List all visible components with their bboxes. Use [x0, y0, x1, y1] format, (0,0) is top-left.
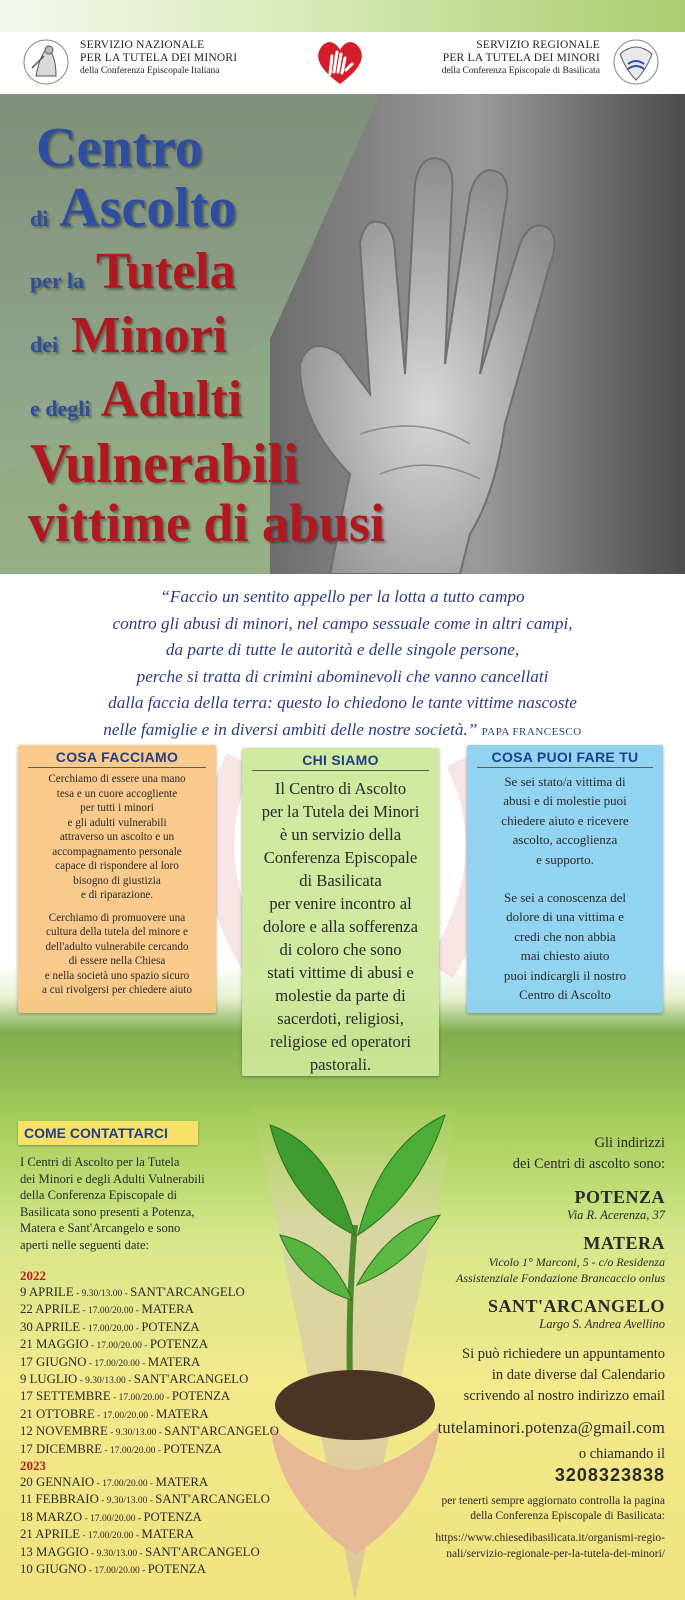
date-place: MATERA: [155, 1475, 209, 1489]
hero-word-ascolto: Ascolto: [59, 177, 237, 239]
date-day: 12 NOVEMBRE: [20, 1424, 108, 1439]
text-line: capace di rispondere al loro: [55, 860, 179, 872]
date-row: [20, 1423, 279, 1442]
text-line: scrivendo al nostro indirizzo email: [463, 1388, 665, 1404]
date-day: 22 APRILE: [20, 1302, 81, 1317]
text-line: Cerchiamo di promuovere una: [48, 911, 186, 924]
date-time: - 17.00/20.00 -: [80, 1306, 142, 1317]
quote-line: contro gli abusi di minori, nel campo sessuale come in altri campi,: [112, 613, 573, 633]
date-time: - 17.00/20.00 -: [86, 1566, 148, 1576]
chi-siamo-box: [242, 748, 439, 1076]
pope-quote: [20, 584, 665, 745]
quote-line: da parte di tutte le autorità e delle singole persone,: [165, 640, 520, 659]
text-line: dolore di una vittima e: [506, 909, 624, 925]
cosa-puoi-fare-box: [467, 745, 663, 1013]
date-row: [20, 1336, 208, 1355]
heart-hands-icon: [312, 36, 368, 88]
national-service-logo: [22, 36, 70, 88]
hero-word-di: di: [30, 206, 49, 231]
date-time: - 9.30/13.00 -: [107, 1428, 165, 1439]
text-line: in date diverse dal Calendario: [491, 1367, 665, 1383]
quote-line: “Faccio un sentito appello per la lotta a tutto campo: [160, 587, 525, 606]
text-line: bisogno di giustizia: [73, 874, 161, 887]
title-divider: [28, 767, 206, 768]
text-line: Cerchiamo di essere una mano: [48, 773, 186, 785]
text-line: Il Centro di Ascolto: [274, 779, 407, 798]
text-line: attraverso un ascolto e un: [59, 831, 175, 843]
text-line: di Basilicata: [299, 871, 382, 890]
text-line: abusi e di molestie puoi: [503, 793, 627, 809]
text-line: pastorali.: [309, 1055, 372, 1074]
potenza-address: Via R. Acerenza, 37: [566, 1208, 665, 1222]
text-line: Basilicata sono presenti a Potenza,: [20, 1204, 195, 1219]
date-row: [20, 1406, 209, 1425]
quote-author: PAPA FRANCESCO: [481, 725, 582, 738]
date-row: [20, 1544, 260, 1563]
date-place: POTENZA: [163, 1441, 222, 1456]
hero-word-vulnerabili: Vulnerabili: [30, 433, 299, 495]
text-line: nali/servizio-regionale-per-la-tutela-dei-minori/: [446, 1548, 665, 1560]
text-line: di essere nella Chiesa: [68, 955, 166, 967]
update-note: [345, 1494, 665, 1524]
website-link[interactable]: [345, 1530, 665, 1562]
text-line: Assistenziale Fondazione Brancaccio onlus: [456, 1271, 665, 1285]
text-line: per tenerti sempre aggiornato controlla la pagina: [441, 1495, 665, 1507]
text-line: cultura della tutela del minore e: [46, 926, 188, 938]
text-line: Se sei a conoscenza del: [503, 890, 626, 906]
title-divider: [477, 767, 653, 768]
national-line3: della Conferenza Episcopale Italiana: [80, 66, 220, 76]
santarcangelo-address: Largo S. Andrea Avellino: [539, 1317, 665, 1331]
date-row: [20, 1441, 222, 1460]
date-day: 10 GIUGNO: [20, 1562, 87, 1576]
date-place: SANT'ARCANGELO: [164, 1424, 279, 1439]
hero-line-ascolto: [30, 176, 237, 240]
regional-line3: della Conferenza Episcopale di Basilicata: [441, 66, 600, 76]
contact-title: COME CONTATTARCI: [24, 1125, 168, 1141]
national-service-name: [80, 39, 280, 78]
regional-service-logo: [610, 36, 662, 88]
date-time: - 9.30/13.00 -: [88, 1548, 146, 1559]
quote-line-last: nelle famiglie e in diversi ambiti delle nostre società.”: [103, 719, 478, 739]
date-place: POTENZA: [143, 1509, 202, 1524]
hero-word-centro: Centro: [36, 117, 203, 179]
text-line: mai chiesto aiuto: [520, 948, 610, 964]
quote-line: dalla faccia della terra: questo lo chiedono le tante vittime nascoste: [108, 693, 577, 712]
text-line: molestie da parte di: [275, 986, 406, 1005]
text-line: ascolto, accoglienza: [512, 832, 618, 848]
city-potenza: POTENZA: [574, 1187, 665, 1207]
hero-word-e-degli: e degli: [30, 396, 91, 421]
text-line: dei Centri di ascolto sono:: [512, 1156, 665, 1172]
title-divider: [252, 770, 429, 771]
date-row: [20, 1319, 200, 1338]
cosa-puoi-paragraph-1: [467, 772, 663, 869]
cosa-facciamo-box: [18, 745, 216, 1013]
contact-section-header: [18, 1121, 198, 1145]
text-line: https://www.chiesedibasilicata.it/organismi-regio-: [435, 1532, 665, 1544]
cosa-puoi-paragraph-2: [467, 888, 663, 1004]
date-day: 17 DICEMBRE: [20, 1441, 103, 1456]
text-line: e nella società uno spazio sicuro: [44, 969, 190, 982]
hero-word-adulti: Adulti: [100, 371, 243, 428]
text-line: Conferenza Episcopale: [263, 848, 418, 867]
date-place: MATERA: [156, 1406, 209, 1421]
date-time: - 17.00/20.00 -: [94, 1410, 156, 1421]
hero-word-minori: Minori: [71, 307, 228, 364]
date-day: 21 MAGGIO: [20, 1337, 89, 1352]
date-time: - 17.00/20.00 -: [94, 1479, 156, 1489]
date-place: POTENZA: [171, 1389, 231, 1404]
chi-siamo-text: [242, 777, 439, 1076]
date-day: 21 OTTOBRE: [20, 1406, 95, 1421]
date-day: 17 SETTEMBRE: [20, 1389, 111, 1404]
addresses-column: [345, 1133, 665, 1562]
date-time: - 17.00/20.00 -: [102, 1445, 164, 1456]
regional-line1: SERVIZIO REGIONALE: [476, 39, 600, 51]
date-row: [20, 1561, 206, 1580]
text-line: e di riparazione.: [80, 889, 154, 901]
text-line: Gli indirizzi: [594, 1135, 665, 1151]
date-day: 18 MARZO: [20, 1509, 83, 1524]
date-time: - 9.30/13.00 -: [77, 1376, 134, 1386]
text-line: credi che non abbia: [514, 928, 616, 944]
date-time: - 9.30/13.00 -: [73, 1289, 131, 1299]
appointment-note: [345, 1344, 665, 1407]
date-day: 11 FEBBRAIO: [20, 1492, 99, 1507]
cosa-facciamo-paragraph-2: [18, 911, 216, 998]
text-line: Se sei stato/a vittima di: [504, 774, 626, 789]
text-line: della Conferenza Episcopale di Basilicata:: [470, 1510, 665, 1522]
date-row: [20, 1509, 202, 1528]
date-place: SANT'ARCANGELO: [145, 1544, 260, 1559]
date-day: 13 MAGGIO: [20, 1544, 89, 1559]
text-line: di coloro che sono: [279, 940, 402, 959]
top-decoration-bar: [0, 0, 685, 32]
hero-word-tutela: Tutela: [96, 243, 236, 300]
hero-word-per-la: per la: [30, 268, 84, 293]
date-place: MATERA: [141, 1527, 194, 1542]
date-day: 30 APRILE: [20, 1319, 81, 1334]
date-row: [20, 1491, 270, 1510]
date-row: [20, 1474, 208, 1493]
text-line: a cui rivolgersi per chiedere aiuto: [41, 984, 193, 996]
cosa-facciamo-title: COSA FACCIAMO: [55, 749, 179, 765]
date-place: SANT'ARCANGELO: [133, 1372, 249, 1386]
email-link[interactable]: tutelaminori.potenza@gmail.com: [437, 1418, 665, 1437]
date-place: POTENZA: [149, 1337, 209, 1352]
date-row: [20, 1301, 194, 1320]
text-line: aperti nelle seguenti date:: [20, 1237, 150, 1252]
text-line: Matera e Sant'Arcangelo e sono: [20, 1221, 181, 1236]
cosa-facciamo-paragraph-1: [18, 772, 216, 903]
text-line: dell'adulto vulnerabile cercando: [45, 940, 189, 953]
date-place: SANT'ARCANGELO: [130, 1285, 245, 1299]
date-day: 9 LUGLIO: [20, 1372, 78, 1386]
date-time: - 17.00/20.00 -: [80, 1531, 142, 1542]
text-line: tesa e un cuore accogliente: [56, 787, 178, 800]
text-line: è un servizio della: [279, 825, 402, 844]
text-line: I Centri di Ascolto per la Tutela: [20, 1155, 180, 1169]
date-time: - 17.00/20.00 -: [88, 1341, 150, 1352]
text-line: Centro di Ascolto: [519, 987, 611, 1003]
text-line: stati vittime di abusi e: [267, 963, 414, 982]
date-place: SANT'ARCANGELO: [155, 1492, 270, 1507]
hero-word-vittime: vittime di abusi: [28, 493, 386, 553]
text-line: Si può richiedere un appuntamento: [462, 1346, 665, 1362]
chi-siamo-title: CHI SIAMO: [302, 752, 379, 768]
hero-line-tutela: [30, 242, 236, 301]
date-day: 17 GIUGNO: [20, 1354, 87, 1369]
text-line: per la Tutela dei Minori: [261, 802, 420, 821]
text-line: chiedere aiuto e ricevere: [501, 812, 629, 828]
date-time: - 17.00/20.00 -: [110, 1393, 172, 1404]
national-line1: SERVIZIO NAZIONALE: [80, 39, 205, 51]
date-row: [20, 1284, 245, 1303]
text-line: della Conferenza Episcopale di: [20, 1188, 178, 1203]
regional-line2: PER LA TUTELA DEI MINORI: [442, 52, 600, 64]
header: [0, 32, 685, 94]
hero-word-dei: dei: [30, 332, 59, 357]
city-matera: MATERA: [583, 1233, 665, 1253]
national-line2: PER LA TUTELA DEI MINORI: [80, 52, 238, 64]
date-row: [20, 1354, 200, 1373]
date-place: POTENZA: [147, 1562, 206, 1576]
text-line: sacerdoti, religiosi,: [277, 1009, 404, 1028]
date-time: - 17.00/20.00 -: [80, 1323, 142, 1334]
date-time: - 9.30/13.00 -: [98, 1496, 156, 1507]
date-place: MATERA: [141, 1302, 194, 1317]
text-line: puoi indicargli il nostro: [503, 967, 627, 983]
addresses-intro: [345, 1133, 665, 1175]
text-line: per venire incontro al: [269, 894, 412, 913]
text-line: Vicolo 1° Marconi, 5 - c/o Residenza: [488, 1255, 665, 1269]
date-day: 21 APRILE: [20, 1527, 81, 1542]
date-row: [20, 1388, 230, 1407]
quote-line: perche si tratta di crimini abominevoli che vanno cancellati: [136, 666, 549, 686]
text-line: accompagnamento personale: [52, 845, 182, 858]
phone-number[interactable]: 3208323838: [554, 1465, 665, 1485]
text-line: per tutti i minori: [80, 802, 154, 814]
date-row: [20, 1371, 248, 1390]
date-day: 20 GENNAIO: [20, 1475, 95, 1489]
date-day: 9 APRILE: [20, 1285, 74, 1299]
regional-service-name: [400, 39, 600, 78]
year-2023: 2023: [20, 1458, 46, 1473]
cosa-puoi-fare-title: COSA PUOI FARE TU: [491, 749, 639, 765]
date-time: - 17.00/20.00 -: [82, 1513, 144, 1524]
text-line: dei Minori e degli Adulti Vulnerabili: [20, 1171, 205, 1186]
city-santarcangelo: SANT'ARCANGELO: [487, 1296, 665, 1316]
hero-line-adulti: [30, 370, 242, 429]
date-place: MATERA: [147, 1354, 201, 1369]
text-line: dolore e alla sofferenza: [263, 917, 418, 936]
date-row: [20, 1526, 194, 1545]
text-line: e supporto.: [536, 851, 594, 867]
matera-address: [345, 1254, 665, 1286]
call-label: o chiamando il: [578, 1446, 665, 1462]
hero-banner: [0, 94, 685, 574]
text-line: religiose ed operatori: [270, 1032, 411, 1051]
contact-intro: [20, 1154, 245, 1254]
date-place: POTENZA: [141, 1319, 200, 1334]
hero-line-minori: [30, 306, 227, 365]
year-2022: 2022: [20, 1268, 46, 1283]
text-line: e gli adulti vulnerabili: [67, 816, 167, 829]
date-time: - 17.00/20.00 -: [86, 1358, 148, 1369]
